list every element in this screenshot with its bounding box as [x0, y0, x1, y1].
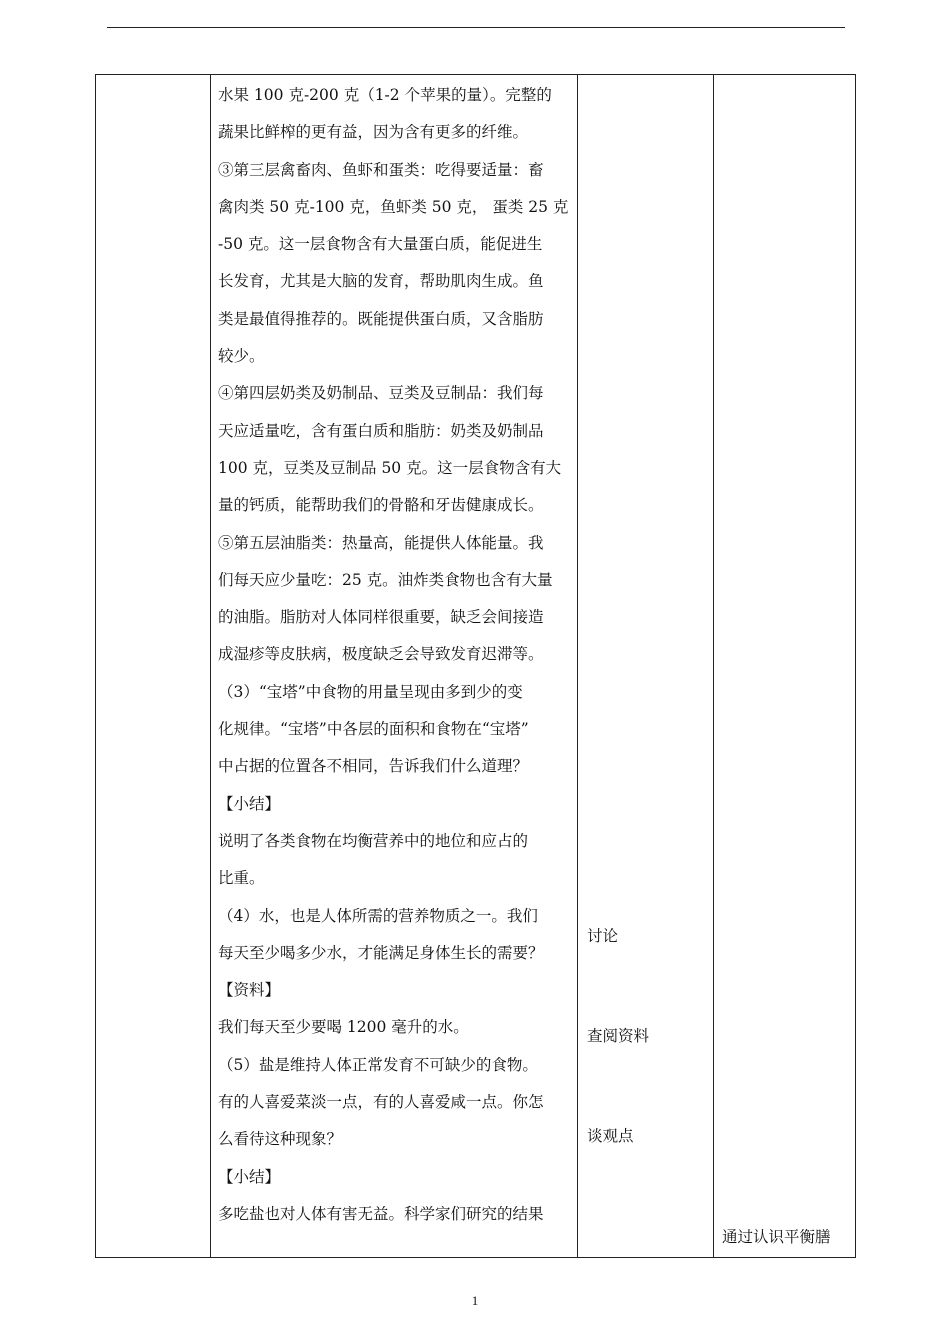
content-line: 说明了各类食物在均衡营养中的地位和应占的 [218, 831, 529, 850]
column-divider [713, 74, 714, 1258]
content-line: 么看待这种现象？ [218, 1130, 343, 1149]
content-line: 禽肉类 50 克-100 克，鱼虾类 50 克， 蛋类 25 克 [218, 197, 569, 216]
activity-opinion: 谈观点 [587, 1127, 634, 1145]
content-line: （3）“宝塔”中食物的用量呈现由多到少的变 [218, 682, 523, 701]
content-line: 比重。 [218, 869, 265, 888]
column-divider [577, 74, 578, 1258]
column-divider [210, 74, 211, 1258]
activity-consult: 查阅资料 [587, 1027, 650, 1045]
content-line: 的油脂。脂肪对人体同样很重要，缺乏会间接造 [218, 608, 544, 627]
content-line: 有的人喜爱菜淡一点，有的人喜爱咸一点。你怎 [218, 1093, 544, 1112]
content-line: 中占据的位置各不相同，告诉我们什么道理？ [218, 757, 529, 776]
content-line: （4）水，也是人体所需的营养物质之一。我们 [218, 906, 538, 925]
page-number: 1 [471, 1293, 479, 1308]
teaching-content [218, 77, 574, 1233]
content-line: 【资料】 [218, 981, 281, 1000]
content-line: 较少。 [218, 347, 265, 366]
content-line: （5）盐是维持人体正常发育不可缺少的食物。 [218, 1055, 538, 1074]
content-line: ③第三层禽畜肉、鱼虾和蛋类：吃得要适量：畜 [218, 160, 544, 179]
content-line: 化规律。“宝塔”中各层的面积和食物在“宝塔” [218, 720, 529, 739]
content-line: 成湿疹等皮肤病，极度缺乏会导致发育迟滞等。 [218, 645, 544, 664]
content-line: 量的钙质，能帮助我们的骨骼和牙齿健康成长。 [218, 496, 544, 515]
content-line: ⑤第五层油脂类：热量高，能提供人体能量。我 [218, 533, 544, 552]
content-line: 蔬果比鲜榨的更有益，因为含有更多的纤维。 [218, 123, 529, 142]
content-line: 长发育，尤其是大脑的发育，帮助肌肉生成。鱼 [218, 272, 544, 291]
content-line: 【小结】 [218, 1167, 281, 1186]
content-line: ④第四层奶类及奶制品、豆类及豆制品：我们每 [218, 384, 544, 403]
content-line: 们每天应少量吃：25 克。油炸类食物也含有大量 [218, 570, 553, 589]
content-line: 多吃盐也对人体有害无益。科学家们研究的结果 [218, 1204, 544, 1223]
design-intent: 通过认识平衡膳 [722, 1228, 831, 1246]
content-line: 水果 100 克-200 克（1-2 个苹果的量）。完整的 [218, 86, 552, 104]
header-rule [107, 27, 845, 28]
content-line: 天应适量吃，含有蛋白质和脂肪：奶类及奶制品 [218, 421, 544, 440]
content-line: 100 克，豆类及豆制品 50 克。这一层食物含有大 [218, 458, 562, 477]
content-line: 【小结】 [218, 794, 281, 813]
content-line: -50 克。这一层食物含有大量蛋白质，能促进生 [218, 235, 543, 254]
content-line: 类是最值得推荐的。既能提供蛋白质，又含脂肪 [218, 309, 544, 328]
activity-discuss: 讨论 [587, 927, 619, 945]
content-line: 我们每天至少要喝 1200 毫升的水。 [218, 1018, 469, 1037]
content-line: 每天至少喝多少水，才能满足身体生长的需要？ [218, 943, 544, 962]
